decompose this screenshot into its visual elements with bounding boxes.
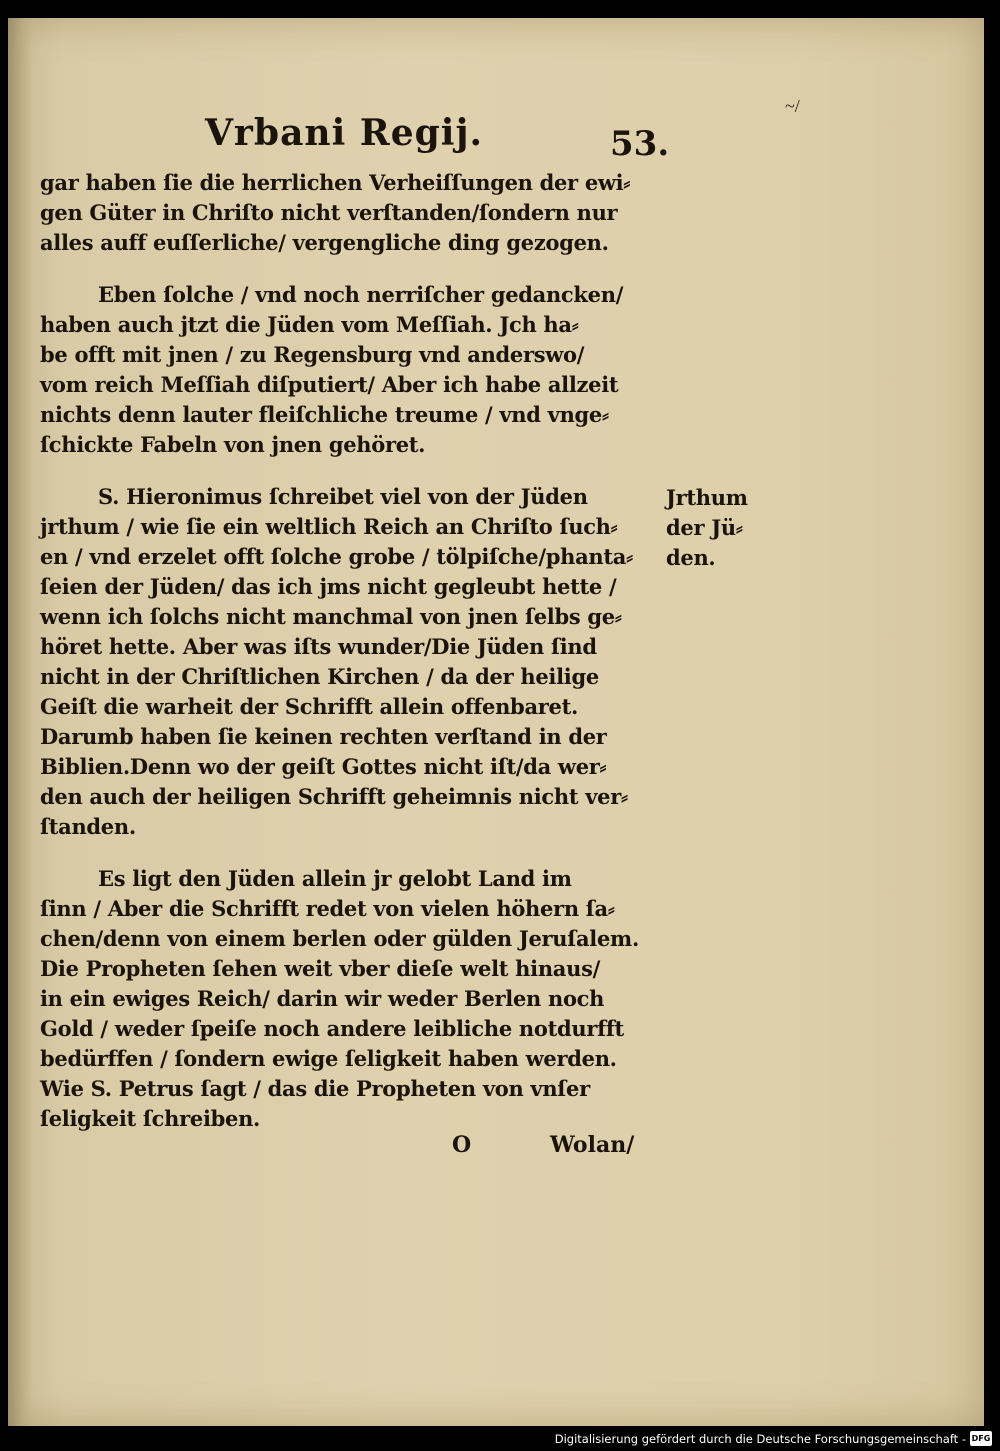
text-line: höret hette. Aber was iſts wunder/Die Jüden ſind (40, 634, 597, 659)
text-line: wenn ich ſolchs nicht manchmal von jnen ſelbs ge⸗ (40, 604, 622, 629)
dfg-logo: DFG (970, 1431, 992, 1446)
text-line: Wie S. Petrus ſagt / das die Propheten von vnſer (40, 1076, 590, 1101)
text-line: chen/denn von einem berlen oder gülden Jeruſalem. (40, 926, 639, 951)
text-line: Biblien.Denn wo der geiſt Gottes nicht iſt/da wer⸗ (40, 754, 607, 779)
text-line: Die Propheten ſehen weit vber dieſe welt hinaus/ (40, 956, 600, 981)
paragraph (40, 864, 662, 1134)
marginal-note (666, 483, 786, 573)
paragraph (40, 280, 662, 460)
text-line: Es ligt den Jüden allein jr gelobt Land im (98, 866, 572, 891)
text-line: Gold / weder ſpeiſe noch andere leibliche notdurfft (40, 1016, 624, 1041)
text-line: S. Hieronimus ſchreibet viel von der Jüden (98, 484, 588, 509)
marginal-line: der Jü⸗ (666, 515, 743, 540)
text-line: en / vnd erzelet offt ſolche grobe / tölpiſche/phanta⸗ (40, 544, 633, 569)
funding-notice: Digitalisierung gefördert durch die Deutsche Forschungsgemeinschaft - (554, 1432, 966, 1446)
marginal-line: Jrthum (666, 485, 748, 510)
text-line: Darumb haben ſie keinen rechten verſtand in der (40, 724, 607, 749)
text-line: nicht in der Chriſtlichen Kirchen / da der heilige (40, 664, 599, 689)
paragraph-gap (40, 460, 662, 482)
text-line: Eben ſolche / vnd noch nerriſcher gedancken/ (98, 282, 624, 307)
footer-bar (0, 1428, 1000, 1451)
text-line: ſtanden. (40, 814, 136, 839)
running-head: Vrbani Regij. (205, 112, 484, 154)
page-number: 53. (610, 124, 670, 164)
text-line: haben auch jtzt die Jüden vom Meſſiah. Jch ha⸗ (40, 312, 579, 337)
page-gutter-shadow (8, 18, 32, 1426)
paragraph-gap (40, 842, 662, 864)
text-line: ſchickte Fabeln von jnen gehöret. (40, 432, 426, 457)
text-line: vom reich Meſſiah diſputiert/ Aber ich habe allzeit (40, 372, 619, 397)
marginal-line: den. (666, 545, 716, 570)
text-line: gen Güter in Chriſto nicht verſtanden/ſondern nur (40, 200, 618, 225)
paragraph-gap (40, 258, 662, 280)
text-line: nichts denn lauter fleiſchliche treume / vnd vnge⸗ (40, 402, 609, 427)
text-line: Geiſt die warheit der Schrifft allein offenbaret. (40, 694, 578, 719)
text-line: gar haben ſie die herrlichen Verheiſſungen der ewi⸗ (40, 170, 631, 195)
text-line: jrthum / wie ſie ein weltlich Reich an Chriſto ſuch⸗ (40, 514, 618, 539)
paragraph (40, 482, 662, 842)
text-line: be offt mit jnen / zu Regensburg vnd anderswo/ (40, 342, 585, 367)
text-line: ſeien der Jüden/ das ich jms nicht gegleubt hette / (40, 574, 617, 599)
body-text (40, 168, 662, 1134)
paragraph (40, 168, 662, 258)
text-line: ſeligkeit ſchreiben. (40, 1106, 261, 1131)
text-line: ſinn / Aber die Schrifft redet von vielen höhern ſa⸗ (40, 896, 615, 921)
corner-mark: ~/ (785, 96, 800, 116)
text-line: in ein ewiges Reich/ darin wir weder Berlen noch (40, 986, 605, 1011)
text-line: den auch der heiligen Schrifft geheimnis nicht ver⸗ (40, 784, 628, 809)
signature-mark: O (452, 1132, 472, 1158)
text-line: bedürffen / ſondern ewige ſeligkeit haben werden. (40, 1046, 617, 1071)
text-line: alles auff euſſerliche/ vergengliche ding gezogen. (40, 230, 609, 255)
catchword: Wolan/ (550, 1132, 635, 1158)
